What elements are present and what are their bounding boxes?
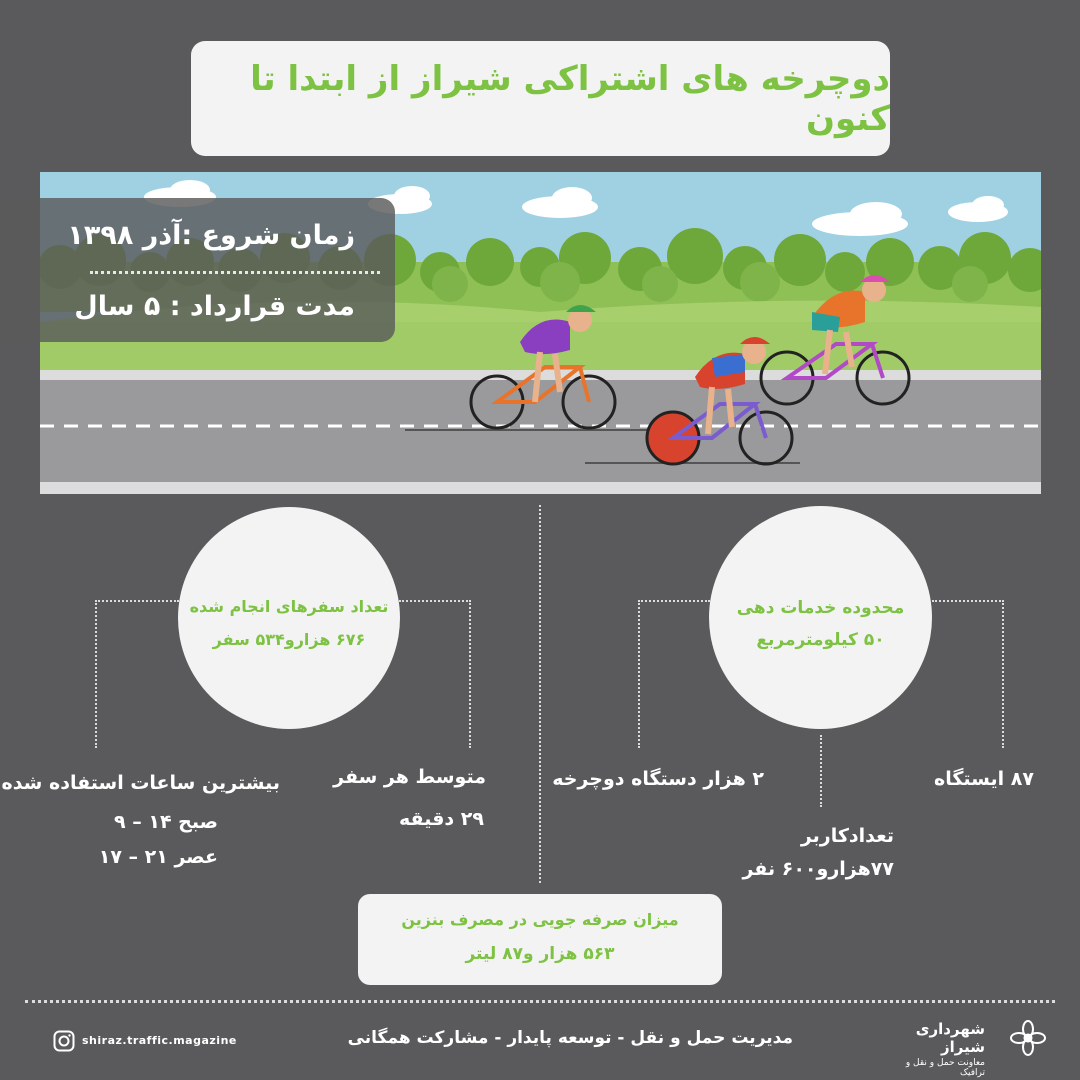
peak-hours-morning: صبح ۱۴ – ۹	[114, 811, 218, 833]
avg-trip-value: ۲۹ دقیقه	[399, 808, 484, 830]
trips-title: تعداد سفرهای انجام شده	[189, 597, 389, 616]
org-name: شهرداری شیراز	[915, 1020, 985, 1056]
org-logo-text	[885, 1020, 985, 1078]
flower-logo-icon	[1010, 1020, 1046, 1056]
connector-line	[1002, 600, 1004, 748]
stations-count: ۸۷ ایستگاه	[934, 768, 1034, 790]
connector-line	[638, 600, 640, 748]
footer-slogan: مدیریت حمل و نقل - توسعه پایدار - مشارکت همگانی	[347, 1028, 793, 1048]
users-value: ۷۷هزارو۶۰۰ نفر	[742, 858, 894, 880]
divider	[90, 271, 380, 274]
info-panel	[0, 198, 395, 342]
bikes-count: ۲ هزار دستگاه دوچرخه	[552, 768, 764, 790]
connector-line	[820, 735, 822, 807]
contract-duration: مدت قرارداد : ۵ سال	[74, 291, 355, 322]
connector-line	[95, 600, 179, 602]
center-divider	[539, 505, 541, 883]
fuel-savings-label: میزان صرفه جویی در مصرف بنزین	[401, 910, 679, 929]
start-date: زمان شروع :آذر ۱۳۹۸	[67, 220, 355, 251]
connector-line	[399, 600, 471, 602]
fuel-savings-box	[358, 894, 722, 985]
connector-line	[932, 600, 1004, 602]
avg-trip-label: متوسط هر سفر	[333, 766, 486, 788]
connector-line	[95, 600, 97, 748]
page-title: دوچرخه های اشتراکی شیراز از ابتدا تا کنون	[250, 58, 890, 139]
peak-hours-label: بیشترین ساعات استفاده شده	[1, 772, 280, 794]
users-label: تعدادکاربر	[800, 825, 894, 847]
instagram-handle[interactable]: shiraz.traffic.magazine	[82, 1034, 237, 1047]
service-area-title: محدوده خدمات دهی	[736, 598, 905, 618]
peak-hours-evening: عصر ۲۱ – ۱۷	[98, 846, 218, 868]
connector-line	[638, 600, 710, 602]
fuel-savings-value: ۵۶۳ هزار و۸۷ لیتر	[465, 944, 615, 964]
title-box	[191, 41, 890, 156]
instagram-icon[interactable]	[53, 1030, 75, 1052]
connector-line	[469, 600, 471, 748]
trips-circle	[178, 507, 400, 729]
service-area-value: ۵۰ کیلومترمربع	[756, 630, 885, 650]
footer-divider	[25, 1000, 1055, 1003]
org-subtitle: معاونت حمل و نقل و ترافیک	[905, 1058, 985, 1078]
trips-value: ۶۷۶ هزارو۵۳۴ سفر	[212, 630, 366, 649]
